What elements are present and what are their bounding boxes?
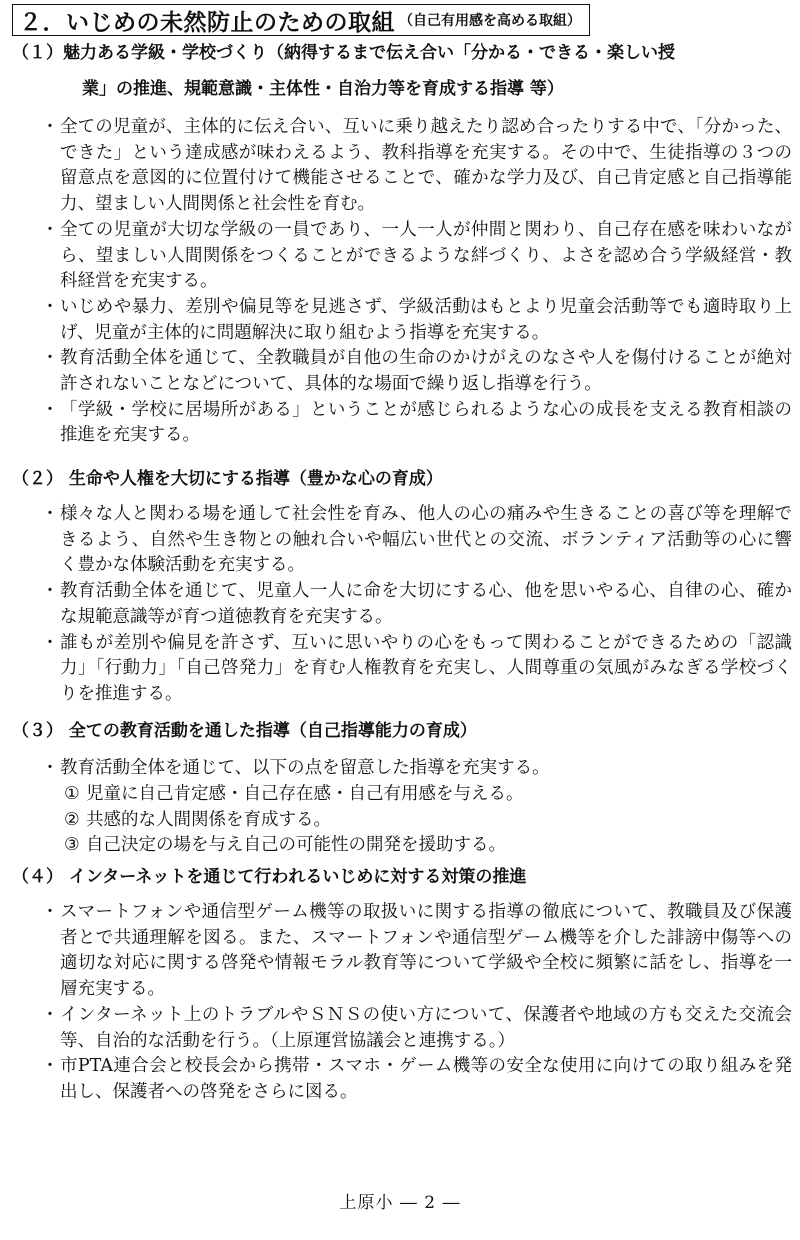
page-footer: 上原小 ― 2 ― <box>339 1193 461 1213</box>
list-item: ・ 全ての児童が大切な学級の一員であり、一人一人が仲間と関わり、自己存在感を味わいながら、望ましい人間関係をつくることができるような絆づくり、よさを認め合う学級経営・教科経営を充実する。 <box>40 218 792 295</box>
section-1-list <box>40 115 792 449</box>
document-subtitle: （自己有用感を高める取組） <box>399 13 581 29</box>
item-text: 児童に自己肯定感・自己存在感・自己有用感を与える。 <box>86 784 524 804</box>
section-1-heading-continued: 業」の推進、規範意識・主体性・自治力等を育成する指導 等） <box>82 79 564 99</box>
numbered-item <box>64 833 764 859</box>
list-item: ・ 様々な人と関わる場を通して社会性を育み、他人の心の痛みや生きることの喜び等を理解できるよう、自然や生き物との触れ合いや幅広い世代との交流、ボランティア活動等の心に響く豊かな体験活動を充実する。 <box>40 502 792 579</box>
list-item: ・ 教育活動全体を通じて、全教職員が自他の生命のかけがえのなさや人を傷付けることが絶対許されないことなどについて、具体的な場面で繰り返し指導を行う。 <box>40 346 792 397</box>
item-number: ② <box>64 809 80 830</box>
item-text: 共感的な人間関係を育成する。 <box>86 809 331 830</box>
section-3-list <box>40 756 792 782</box>
list-item: ・ スマートフォンや通信型ゲーム機等の取扱いに関する指導の徹底について、教職員及び保護者とで共通理解を図る。また、スマートフォンや通信型ゲーム機等を介した誹謗中傷等への適切な対応に関する啓発や情報モラル教育等について学級や全校に頻繁に話をし、指導を一層充実する。 <box>40 900 792 1003</box>
document-title: ２．いじめの未然防止のための取組 <box>19 9 395 36</box>
list-item: ・ 全ての児童が、主体的に伝え合い、互いに乗り越えたり認め合ったりする中で、「分かった、できた」という達成感が味わえるよう、教科指導を充実する。その中で、生徒指導の３つの留意点を意図的に位置付けて機能させることで、確かな学力及び、自己肯定感と自己指導能力、望ましい人間関係と社会性を育む。 <box>40 115 792 218</box>
list-item: ・ 誰もが差別や偏見を許さず、互いに思いやりの心をもって関わることができるための「認識力」「行動力」「自己啓発力」を育む人権教育を充実し、人間尊重の気風がみなぎる学校づくりを推進する。 <box>40 631 792 708</box>
item-number: ① <box>64 784 80 804</box>
list-item: ・ 教育活動全体を通じて、児童人一人に命を大切にする心、他を思いやる心、自律の心、確かな規範意識等が育つ道徳教育を充実する。 <box>40 579 792 630</box>
list-item: ・ 「学級・学校に居場所がある」ということが感じられるような心の成長を支える教育相談の推進を充実する。 <box>40 398 792 449</box>
section-4-list <box>40 900 792 1106</box>
section-2-list <box>40 502 792 708</box>
list-item: ・ インターネット上のトラブルやＳＮＳの使い方について、保護者や地域の方も交えた交流会等、自治的な活動を行う。（上原運営協議会と連携する。） <box>40 1003 792 1054</box>
section-3-heading: （３） 全ての教育活動を通した指導（自己指導能力の育成） <box>12 721 477 741</box>
item-number: ③ <box>64 835 80 856</box>
document-title-box <box>12 4 590 36</box>
numbered-item <box>64 808 764 834</box>
list-item: ・ 教育活動全体を通じて、以下の点を留意した指導を充実する。 <box>40 756 792 782</box>
list-item: ・ いじめや暴力、差別や偏見等を見逃さず、学級活動はもとより児童会活動等でも適時取り上げ、児童が主体的に問題解決に取り組むよう指導を充実する。 <box>40 295 792 346</box>
section-4-heading: （４） インターネットを通じて行われるいじめに対する対策の推進 <box>12 867 527 887</box>
section-2-heading: （２） 生命や人権を大切にする指導（豊かな心の育成） <box>12 469 443 489</box>
numbered-item <box>64 782 764 808</box>
section-1-heading: （１）魅力ある学級・学校づくり（納得するまで伝え合い「分かる・できる・楽しい授 <box>12 43 675 63</box>
section-3-sublist <box>64 782 764 859</box>
list-item: ・ 市PTA連合会と校長会から携帯・スマホ・ゲーム機等の安全な使用に向けての取り組みを発出し、保護者への啓発をさらに図る。 <box>40 1054 792 1105</box>
item-text: 自己決定の場を与え自己の可能性の開発を援助する。 <box>86 835 506 856</box>
